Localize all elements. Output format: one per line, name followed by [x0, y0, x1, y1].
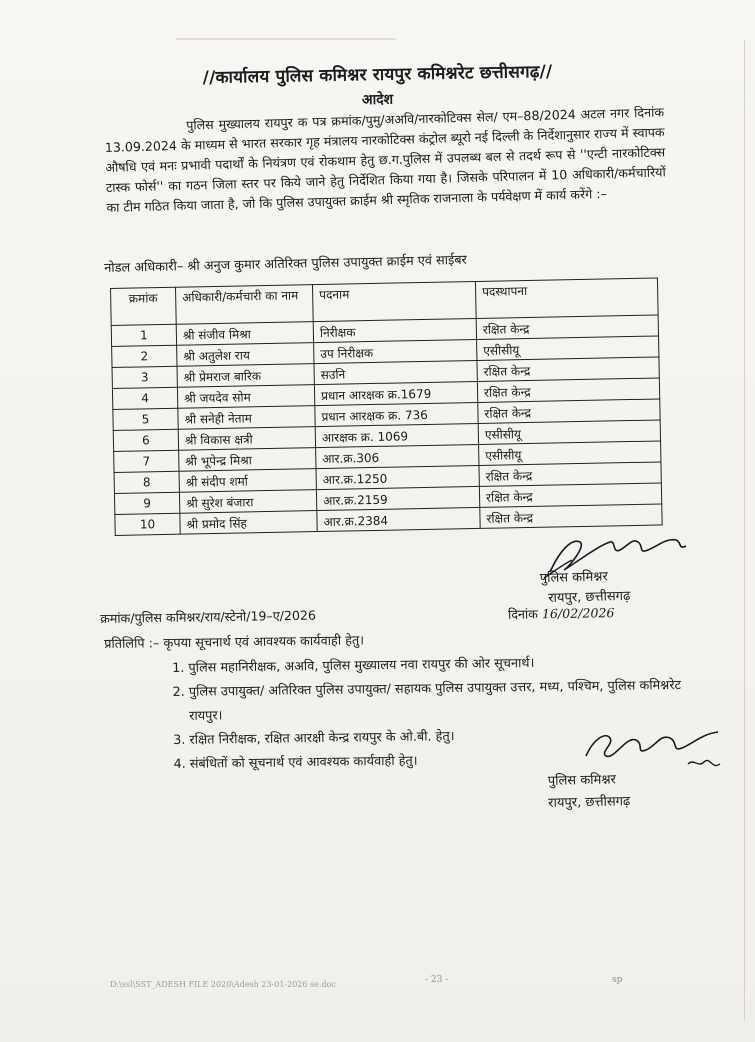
reference-number: क्रमांक/पुलिस कमिश्नर/राय/स्टेनो/19–ए/2026 — [100, 607, 317, 626]
scan-edge — [744, 40, 745, 1020]
cell-serial: 6 — [113, 429, 178, 451]
cell-serial: 9 — [114, 492, 179, 514]
scan-mark — [176, 38, 396, 40]
cell-rank: प्रधान आरक्षक क्र.1679 — [314, 381, 477, 405]
list-item: 1. पुलिस महानिरीक्षक, अअवि, पुलिस मुख्यालय नवा रायपुर की ओर सूचनार्थ। — [188, 650, 684, 681]
cell-rank: आर.क्र.1250 — [316, 465, 479, 489]
cell-rank: आर.क्र.2384 — [317, 507, 480, 531]
cell-serial: 2 — [112, 345, 177, 367]
cell-name: श्री अतुलेश राय — [177, 343, 314, 367]
cell-rank: आर.क्र.306 — [316, 444, 479, 468]
cell-name: श्री भूपेन्द्र मिश्रा — [179, 448, 316, 472]
cell-serial: 1 — [111, 324, 176, 346]
signatory-title: पुलिस कमिश्नर — [539, 569, 609, 587]
cell-name: श्री जयदेव सोम — [177, 385, 314, 409]
signature-block-1 — [539, 567, 630, 609]
team-table-wrap — [110, 277, 663, 535]
typist-initial: sp — [612, 975, 623, 985]
cell-name: श्री प्रेमराज बारिक — [177, 364, 314, 388]
cell-rank: आर.क्र.2159 — [316, 486, 479, 510]
cell-serial: 7 — [114, 450, 179, 472]
cell-serial: 8 — [114, 471, 179, 493]
cell-name: श्री प्रमोद सिंह — [180, 511, 317, 535]
order-paragraph: पुलिस मुख्यालय रायपुर क पत्र क्रमांक/पुमु/अअवि/नारकोटिक्स सेल/ एम–88/2024 अटल नगर दिनांक 13.09.2024 के माध्यम से भारत सरकार गृह मंत्रालय नारकोटिक्स कंट्रोल ब्यूरो नई दिल्ली के निर्देशानुसार राज्य में स्वापक औषधि एवं मनः प्रभावी पदार्थों के नियंत्रण एवं रोकथाम हेतु छ.ग.पुलिस में उपलब्ध बल से तदर्थ रूप से ''एन्टी नारकोटिक्स टास्क फोर्स'' का गठन जिला स्तर पर किये जाने हेतु निर्देशित किया गया है। जिसके परिपालन में 10 अधिकारी/कर्मचारियों का टीम गठित किया जाता है, जो कि पुलिस उपायुक्त क्राईम श्री स्मृतिक राजनाला के पर्यवेक्षण में कार्य करेंगे :– — [104, 104, 666, 215]
cell-posting: रक्षित केन्द्र — [479, 483, 661, 507]
cell-posting: एसीसीयू — [479, 441, 661, 465]
cell-name: श्री संदीप शर्मा — [179, 469, 316, 493]
nodal-officer-line: नोडल अधिकारी– श्री अनुज कुमार अतिरिक्त पुलिस उपायुक्त क्राईम एवं साईबर — [104, 252, 468, 276]
date-label: दिनांक — [507, 606, 538, 622]
cell-posting: रक्षित केन्द्र — [477, 357, 659, 381]
page-number: - 23 - — [425, 975, 449, 985]
cell-name: श्री संजीव मिश्रा — [176, 322, 313, 346]
team-table — [110, 277, 663, 535]
col-header-rank: पदनाम — [312, 281, 476, 321]
cell-posting: एसीसीयू — [478, 420, 660, 444]
cell-serial: 4 — [112, 387, 177, 409]
col-header-posting: पदस्थापना — [475, 278, 658, 318]
signatory-title: पुलिस कमिश्नर — [547, 772, 617, 789]
cell-name: श्री सुरेश बंजारा — [179, 490, 316, 514]
cell-rank: उप निरीक्षक — [314, 339, 477, 363]
cell-posting: रक्षित केन्द्र — [479, 462, 661, 486]
cell-rank: सउनि — [314, 360, 477, 384]
col-header-name: अधिकारी/कर्मचारी का नाम — [175, 285, 313, 325]
signatory-place: रायपुर, छत्तीसगढ़ — [548, 794, 631, 811]
office-heading: //कार्यालय पुलिस कमिश्नर रायपुर कमिश्नरेट छत्तीसगढ़// — [202, 61, 553, 89]
cell-posting: रक्षित केन्द्र — [480, 504, 662, 528]
cell-serial: 10 — [115, 513, 180, 535]
cell-posting: रक्षित केन्द्र — [476, 315, 658, 339]
list-item: 3. रक्षित निरीक्षक, रक्षित आरक्षी केन्द्र रायपुर के ओ.बी. हेतु। — [189, 722, 685, 753]
cell-serial: 3 — [112, 366, 177, 388]
col-header-serial: क्रमांक — [111, 287, 177, 325]
cell-posting: रक्षित केन्द्र — [477, 378, 659, 402]
cell-rank: प्रधान आरक्षक क्र. 736 — [315, 402, 478, 426]
date-value: 16/02/2026 — [541, 605, 615, 622]
cell-name: श्री सनेही नेताम — [178, 406, 315, 430]
cell-serial: 5 — [113, 408, 178, 430]
list-item: 2. पुलिस उपायुक्त/ अतिरिक्त पुलिस उपायुक्त/ सहायक पुलिस उपायुक्त उत्तर, मध्य, पश्चिम, पुलिस कमिश्नरेट रायपुर। — [189, 674, 686, 729]
order-title: आदेश — [361, 91, 394, 109]
copy-intro: प्रतिलिपि :– कृपया सूचनार्थ एवं आवश्यक कार्यवाही हेतु। — [104, 633, 365, 652]
signature-block-2 — [548, 769, 631, 815]
list-item: 4. संबंधितों को सूचनार्थ एवं आवश्यक कार्यवाही हेतु। — [190, 746, 686, 777]
cell-rank: आरक्षक क्र. 1069 — [315, 423, 478, 447]
cell-rank: निरीक्षक — [313, 318, 476, 342]
cell-posting: रक्षित केन्द्र — [478, 399, 660, 423]
cell-name: श्री विकास क्षत्री — [178, 427, 315, 451]
signatory-place: रायपुर, छत्तीसगढ़ — [548, 588, 631, 606]
file-path: D:\ssl\SST_ADESH FILE 2020\Adesh 23-01-2026 se.doc — [110, 980, 336, 989]
reference-date — [508, 604, 615, 623]
cell-posting: एसीसीयू — [477, 336, 659, 360]
